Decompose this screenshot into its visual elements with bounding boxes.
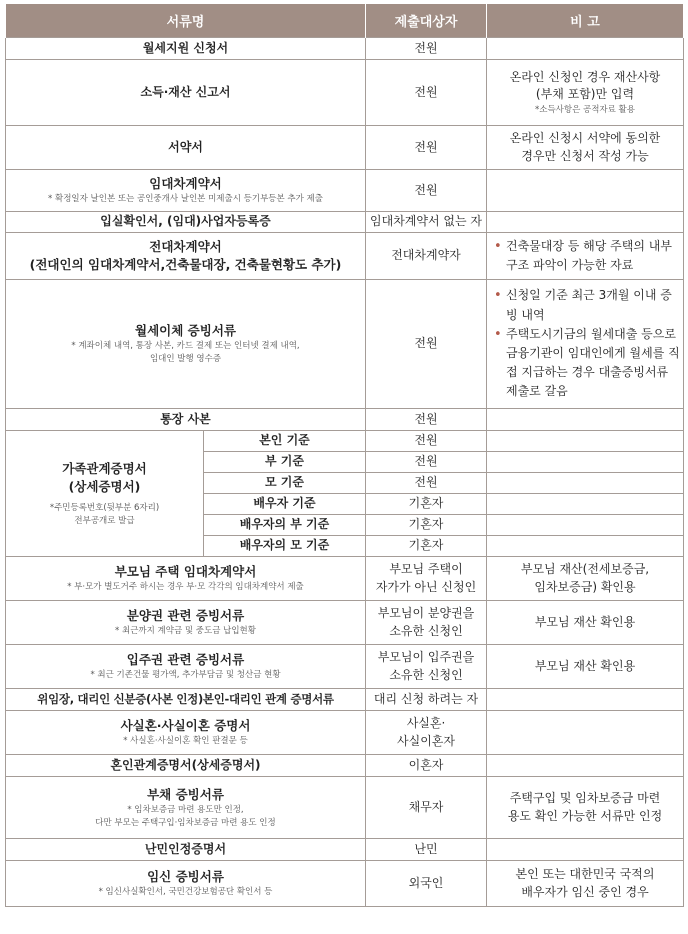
target-line: 사실혼· <box>406 716 446 731</box>
doc-note: * 임신사실확인서, 국민건강보험공단 확인서 등 <box>98 887 273 898</box>
table-row <box>6 409 684 431</box>
remark-line: 주택구입 및 임차보증금 마련 <box>509 791 661 806</box>
doc-name: 혼인관계증명서(상세증명서) <box>6 755 366 777</box>
doc-name <box>6 711 366 755</box>
remark-line: 용도 확인 가능한 서류만 인정 <box>507 808 663 823</box>
doc-remark <box>487 473 684 494</box>
table-row <box>6 777 684 839</box>
doc-note: 다만 부모는 주택구입·임차보증금 마련 용도 인정 <box>95 817 276 828</box>
doc-name: 월세지원 신청서 <box>6 38 366 60</box>
doc-remark <box>487 755 684 777</box>
target-line: 자가가 아닌 신청인 <box>375 579 477 594</box>
header-document: 서류명 <box>6 4 366 38</box>
table-row <box>6 60 684 126</box>
doc-title: 부모님 주택 임대차계약서 <box>114 564 257 580</box>
table-row <box>6 170 684 212</box>
doc-remark <box>487 515 684 536</box>
doc-remark <box>487 233 684 280</box>
remark-line: 경우만 신청서 작성 가능 <box>521 148 649 163</box>
doc-note: *주민등록번호(뒷부분 6자리) <box>49 502 160 513</box>
doc-note: 임대인 발행 영수증 <box>149 354 222 365</box>
doc-remark: 부모님 재산 확인용 <box>487 601 684 645</box>
target-line: 사실이혼자 <box>397 733 455 748</box>
doc-target: 전원 <box>366 60 487 126</box>
doc-name <box>6 170 366 212</box>
document-requirements-table <box>5 4 684 907</box>
doc-remark <box>487 431 684 452</box>
doc-name: 입실확인서, (임대)사업자등록증 <box>6 212 366 233</box>
doc-name <box>6 601 366 645</box>
doc-remark <box>487 212 684 233</box>
doc-target: 전원 <box>366 170 487 212</box>
doc-remark <box>487 452 684 473</box>
doc-target: 전원 <box>366 431 487 452</box>
doc-note: * 확정일자 날인본 또는 공인중개사 날인본 미제출시 등기부등본 추가 제출 <box>48 194 323 205</box>
doc-title-sub: (전대인의 임대차계약서,건축물대장, 건축물현황도 추가) <box>29 257 342 272</box>
table-row <box>6 431 684 452</box>
target-line: 소유한 신청인 <box>389 623 463 638</box>
doc-target: 전원 <box>366 280 487 409</box>
doc-name <box>6 557 366 601</box>
table-row <box>6 233 684 280</box>
doc-target: 전원 <box>366 473 487 494</box>
doc-target: 전원 <box>366 409 487 431</box>
table-row <box>6 280 684 409</box>
remark-line: 온라인 신청인 경우 재산사항 <box>509 69 661 84</box>
doc-note: * 최근까지 계약금 및 중도금 납입현황 <box>115 626 256 637</box>
doc-name <box>6 645 366 689</box>
doc-title: 부채 증빙서류 <box>147 786 224 802</box>
doc-title: 전대차계약서 <box>149 238 222 254</box>
header-remark: 비 고 <box>487 4 684 38</box>
table-row <box>6 755 684 777</box>
doc-title: 가족관계증명서 <box>62 460 147 476</box>
table-row <box>6 689 684 711</box>
doc-target <box>366 557 487 601</box>
remark-line: 온라인 신청시 서약에 동의한 <box>509 131 661 146</box>
remark-line: 배우자가 임신 중인 경우 <box>521 884 649 899</box>
table-row <box>6 601 684 645</box>
doc-target <box>366 645 487 689</box>
doc-remark <box>487 126 684 170</box>
sub-basis: 부 기준 <box>204 452 366 473</box>
doc-note: 전부공개로 발급 <box>74 515 135 526</box>
doc-name <box>6 861 366 907</box>
doc-target: 전원 <box>366 452 487 473</box>
table-row <box>6 557 684 601</box>
remark-line: 본인 또는 대한민국 국적의 <box>515 867 655 882</box>
doc-target: 임대차계약서 없는 자 <box>366 212 487 233</box>
doc-note: * 사실혼·사실이혼 확인 판결문 등 <box>123 736 248 747</box>
remark-bullet: • 주택도시기금의 월세대출 등으로 금융기관이 임대인에게 월세를 직접 지급하는 경우 대출증빙서류 제출로 갈음 <box>506 325 680 402</box>
doc-remark <box>487 280 684 409</box>
doc-target: 전원 <box>366 126 487 170</box>
doc-name <box>6 777 366 839</box>
remark-line: (부채 포함)만 입력 <box>535 87 635 102</box>
doc-remark <box>487 777 684 839</box>
doc-title: 분양권 관련 증빙서류 <box>126 608 245 624</box>
doc-title: 월세이체 증빙서류 <box>135 323 236 339</box>
doc-target <box>366 601 487 645</box>
target-line: 부모님이 분양권을 <box>377 606 475 621</box>
remark-line: 부모님 재산(전세보증금, <box>520 562 650 577</box>
doc-note: * 최근 기존건물 평가액, 추가부담금 및 청산금 현황 <box>90 670 281 681</box>
table-row <box>6 126 684 170</box>
sub-basis: 모 기준 <box>204 473 366 494</box>
doc-remark: 부모님 재산 확인용 <box>487 645 684 689</box>
doc-remark <box>487 839 684 861</box>
doc-target: 기혼자 <box>366 536 487 557</box>
doc-name <box>6 431 204 557</box>
doc-name: 서약서 <box>6 126 366 170</box>
doc-title: 임신 증빙서류 <box>147 869 224 885</box>
doc-target: 전원 <box>366 38 487 60</box>
doc-name: 난민인정증명서 <box>6 839 366 861</box>
table-row <box>6 711 684 755</box>
remark-line: 임차보증금) 확인용 <box>534 579 636 594</box>
doc-name <box>6 233 366 280</box>
doc-target: 대리 신청 하려는 자 <box>366 689 487 711</box>
doc-title: 임대차계약서 <box>149 176 222 192</box>
sub-basis: 본인 기준 <box>204 431 366 452</box>
doc-title: 사실혼·사실이혼 증명서 <box>120 718 251 734</box>
doc-remark <box>487 557 684 601</box>
sub-basis: 배우자의 부 기준 <box>204 515 366 536</box>
doc-name: 소득·재산 신고서 <box>6 60 366 126</box>
table-row <box>6 212 684 233</box>
doc-title: (상세증명서) <box>68 478 141 494</box>
remark-bullet: • 신청일 기준 최근 3개월 이내 증빙 내역 <box>506 286 680 324</box>
doc-remark <box>487 60 684 126</box>
doc-title: 입주권 관련 증빙서류 <box>126 652 245 668</box>
doc-remark <box>487 38 684 60</box>
target-line: 부모님이 입주권을 <box>377 650 475 665</box>
header-target: 제출대상자 <box>366 4 487 38</box>
remark-bullet: • 건축물대장 등 해당 주택의 내부구조 파악이 가능한 자료 <box>506 237 680 275</box>
table-row <box>6 861 684 907</box>
doc-note: * 부·모가 별도거주 하시는 경우 부·모 각각의 임대차계약서 제출 <box>67 582 304 593</box>
target-line: 부모님 주택이 <box>389 562 463 577</box>
doc-remark <box>487 494 684 515</box>
table-row <box>6 645 684 689</box>
doc-remark <box>487 711 684 755</box>
doc-remark <box>487 409 684 431</box>
remark-note: *소득사항은 공적자료 활용 <box>535 104 635 115</box>
table-header-row <box>6 4 684 38</box>
doc-target: 채무자 <box>366 777 487 839</box>
doc-remark <box>487 689 684 711</box>
table-row <box>6 839 684 861</box>
doc-target: 외국인 <box>366 861 487 907</box>
table-row <box>6 38 684 60</box>
target-line: 소유한 신청인 <box>389 667 463 682</box>
doc-name: 위임장, 대리인 신분증(사본 인정)본인-대리인 관계 증명서류 <box>6 689 366 711</box>
doc-target: 기혼자 <box>366 494 487 515</box>
doc-target: 전대차계약자 <box>366 233 487 280</box>
sub-basis: 배우자의 모 기준 <box>204 536 366 557</box>
doc-note: * 임차보증금 마련 용도만 인정, <box>127 804 244 815</box>
doc-remark <box>487 536 684 557</box>
doc-target: 이혼자 <box>366 755 487 777</box>
doc-name <box>6 280 366 409</box>
doc-remark <box>487 170 684 212</box>
doc-name: 통장 사본 <box>6 409 366 431</box>
doc-target: 기혼자 <box>366 515 487 536</box>
doc-target <box>366 711 487 755</box>
doc-remark <box>487 861 684 907</box>
sub-basis: 배우자 기준 <box>204 494 366 515</box>
doc-note: * 계좌이체 내역, 통장 사본, 카드 결제 또는 인터넷 결제 내역, <box>71 341 300 352</box>
doc-target: 난민 <box>366 839 487 861</box>
